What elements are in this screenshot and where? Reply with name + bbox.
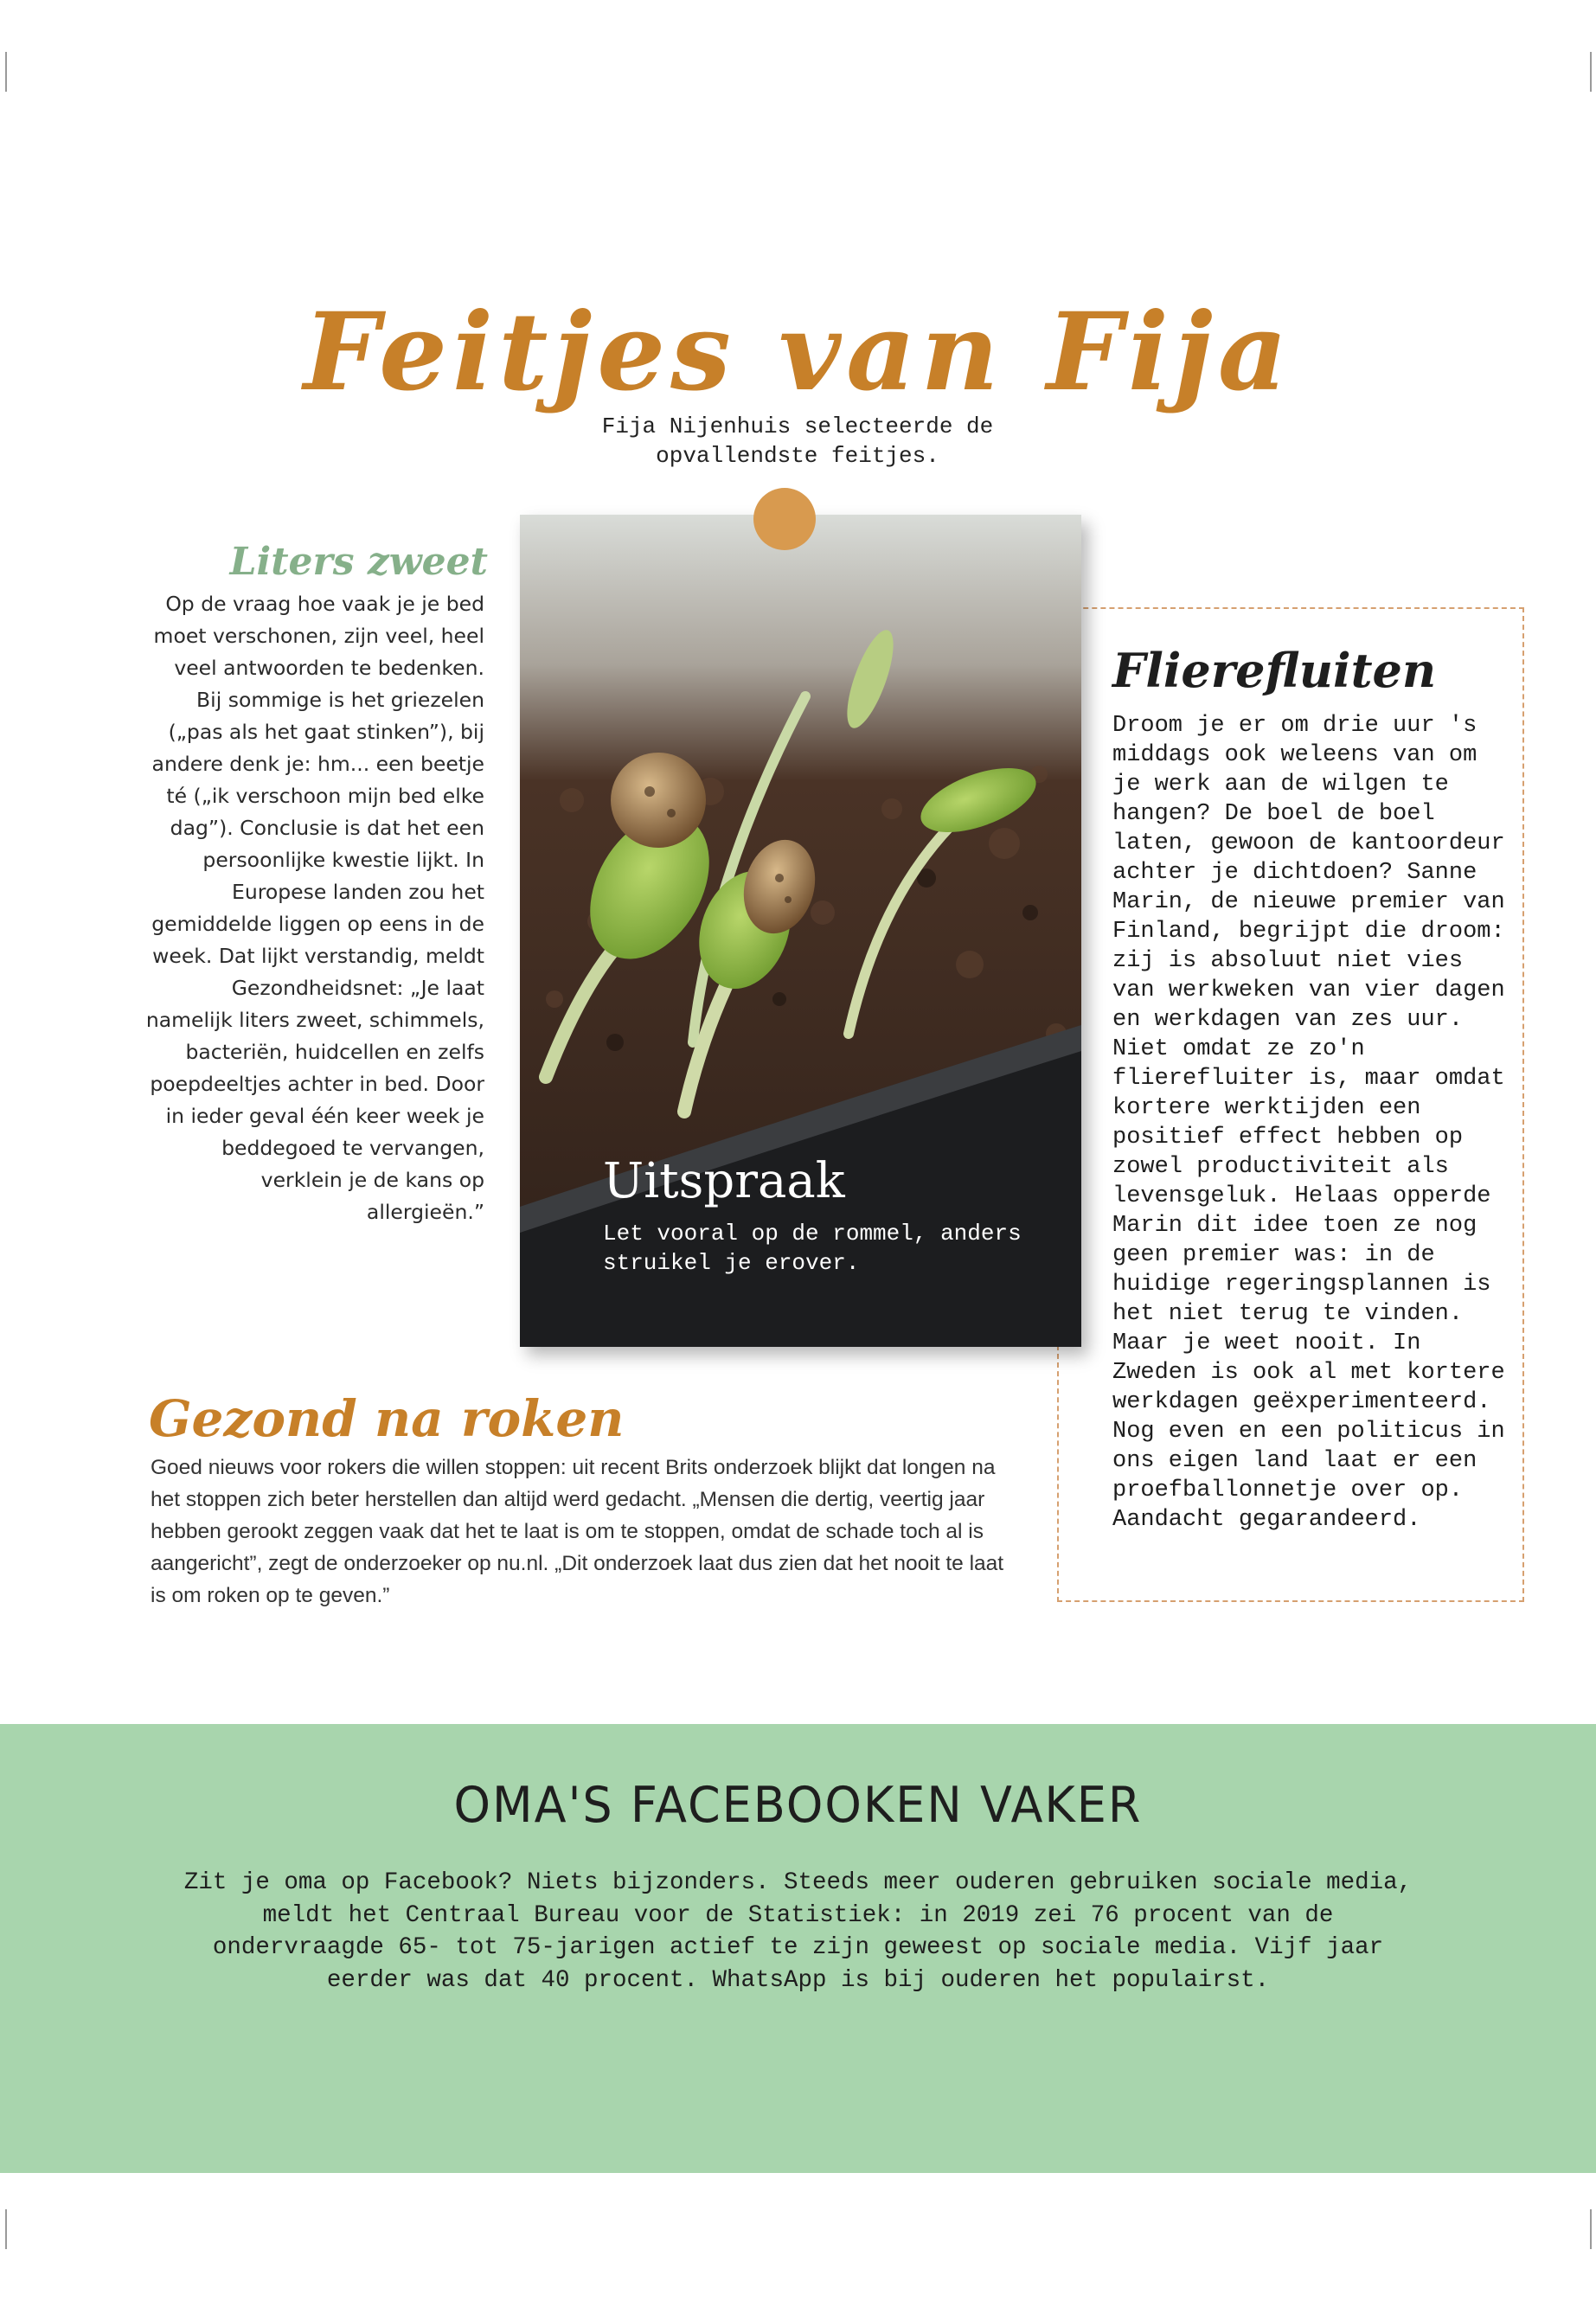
- liters-zweet-body: Op de vraag hoe vaak je je bed moet verschonen, zijn veel, heel veel antwoorden te bedenken. Bij sommige is het griezelen („pas als het gaat stinken”), bij andere denk je: hm... een beetje té („ik verschoon mijn bed elke dag”). Conclusie is dat het een persoonlijke kwestie lijkt. In Europese landen zou het gemiddelde liggen op eens in de week. Dat lijkt verstandig, meldt Gezondheidsnet: „Je laat namelijk liters zweet, schimmels, bacteriën, huidcellen en zelfs poepdeeltjes achter in bed. Door in ieder geval één keer week je beddegoed te vervangen, verklein je de kans op allergieën.”: [145, 592, 484, 1224]
- crop-mark-bottom-left: [5, 2209, 7, 2249]
- flierefluiten-body: Droom je er om drie uur 's middags ook weleens van om je werk aan de wilgen te hangen? De boel de boel laten, gewoon de kantoordeur achter je dichtdoen? Sanne Marin, de nieuwe premier van Finland, begrijpt die droom: zij is absoluut niet vies van werkweken van vier dagen en werkdagen van zes uur. Niet omdat ze zo'n flierefluiter is, maar omdat kortere werktijden een positief effect hebben op zowel productiviteit als levensgeluk. Helaas opperde Marin dit idee toen ze nog geen premier was: in de huidige regeringsplannen is het niet terug te vinden. Maar je weet nooit. In Zweden is ook al met kortere werkdagen geëxperimenteerd. Nog even en een politicus in ons eigen land laat er een proefballonnetje over op. Aandacht gegarandeerd.: [1112, 713, 1505, 1533]
- photo-caption-title: Uitspraak: [603, 1153, 845, 1209]
- seedling-photo: [520, 515, 1081, 1347]
- gezond-na-roken-body: Goed nieuws voor rokers die willen stoppen: uit recent Brits onderzoek blijkt dat longen na het stoppen zich beter herstellen dan altijd werd gedacht. „Mensen die dertig, veertig jaar hebben gerookt zeggen vaak dat het te laat is om te stoppen, omdat de schade toch al is aangericht”, zegt de onderzoeker op nu.nl. „Dit onderzoek laat dus zien dat het nooit te laat is om roken op te geven.”: [151, 1456, 1004, 1607]
- oma-body: Zit je oma op Facebook? Niets bijzonders. Steeds meer ouderen gebruiken sociale media, meldt het Centraal Bureau voor de Statistiek: in 2019 zei 76 procent van de ondervraagde 65- tot 75-jarigen actief te zijn geweest op sociale media. Vijf jaar eerder was dat 40 procent. WhatsApp is bij ouderen het populairst.: [183, 1869, 1413, 1994]
- crop-mark-bottom-right: [1590, 2209, 1592, 2249]
- photo-caption-body: Let vooral op de rommel, anders struikel je erover.: [603, 1221, 1022, 1276]
- liters-zweet-heading: Liters zweet: [229, 540, 488, 584]
- gezond-na-roken-heading: Gezond na roken: [149, 1389, 625, 1448]
- flierefluiten-heading: Flierefluiten: [1112, 643, 1437, 698]
- crop-mark-top-left: [5, 52, 7, 92]
- oma-heading: OMA'S FACEBOOKEN VAKER: [453, 1776, 1143, 1834]
- page-title: Feitjes van Fija: [303, 290, 1293, 416]
- pin-decoration: [753, 488, 816, 550]
- intro-text: Fija Nijenhuis selecteerde de opvallendste feitjes.: [601, 413, 994, 469]
- crop-mark-top-right: [1590, 52, 1592, 92]
